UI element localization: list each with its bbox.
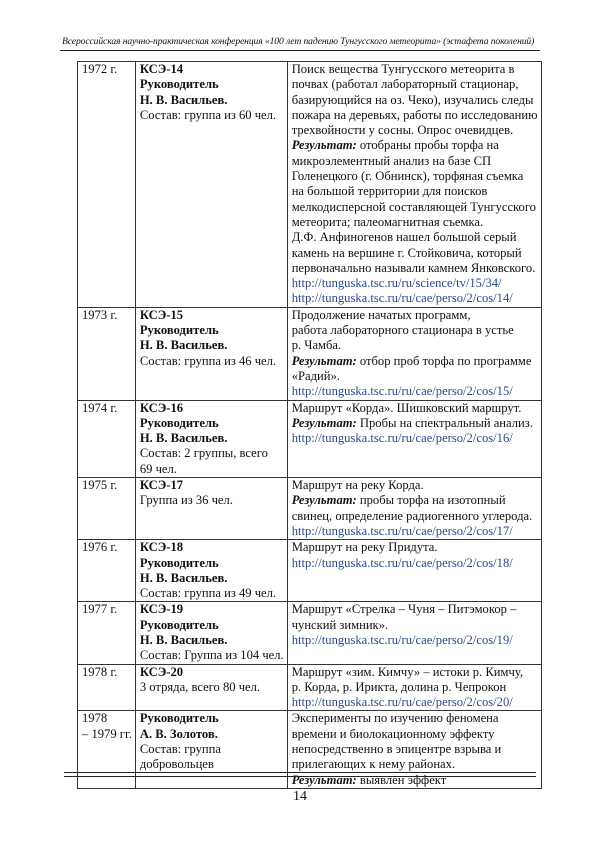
description-text: Маршрут «зим. Кимчу» – истоки р. Кимчу, [291,664,523,679]
expedition-heading: Н. В. Васильев. [139,338,228,353]
footer-divider-secondary [64,776,536,777]
description-cell [287,307,541,400]
description-text: отбор проб торфа по программе [356,353,532,368]
expedition-detail: добровольцев [139,757,214,772]
description-line [292,665,538,680]
description-text: «Радий». [291,368,340,383]
description-line [292,261,538,276]
table-row [78,540,542,602]
description-text: р. Чамба. [291,338,342,353]
reference-link[interactable]: http://tunguska.tsc.ru/ru/cae/perso/2/cos/16/ [291,431,513,446]
year-text: 1974 г. [82,400,118,415]
description-text: свинец, определение радиогенного углерода. [291,508,533,523]
table-row [78,602,542,664]
description-line [292,200,538,215]
expedition-detail: Состав: 2 группы, всего [139,446,268,461]
description-text: Поиск вещества Тунгусского метеорита в [291,62,515,76]
year-cell [78,478,136,540]
result-label: Результат: [291,138,357,153]
year-text: 1973 г. [82,307,118,322]
result-label: Результат: [291,415,357,430]
reference-link[interactable]: http://tunguska.tsc.ru/ru/cae/perso/2/cos/15/ [291,384,513,399]
description-text: отобраны пробы торфа на [356,138,499,153]
description-text: времени и биолокационному эффекту [291,726,495,741]
description-cell [287,664,541,711]
expedition-heading: КСЭ-17 [139,478,184,493]
description-cell [287,478,541,540]
description-text: первоначально называли камнем Янковского. [291,260,536,275]
description-line [292,77,538,92]
description-cell [287,400,541,477]
reference-link[interactable]: http://tunguska.tsc.ru/ru/science/tv/15/34/ [291,276,502,291]
expedition-cell [135,664,287,711]
description-line [292,354,538,369]
expedition-cell [135,602,287,664]
expedition-cell [135,400,287,477]
description-line [292,680,538,695]
description-line [292,138,538,153]
header-divider [60,50,540,51]
expedition-detail: Состав: группа из 46 чел. [139,353,277,368]
description-cell [287,540,541,602]
description-line [292,509,538,524]
table-row [78,307,542,400]
description-text: трехвойности у сосны. Опрос очевидцев. [291,123,514,138]
description-line [292,338,538,353]
expedition-heading: КСЭ-19 [139,602,184,617]
description-text: р. Корда, р. Ирикта, долина р. Чепрокон [291,679,507,694]
expedition-heading: Руководитель [139,415,219,430]
description-line [292,215,538,230]
description-line [292,727,538,742]
description-line [292,602,538,617]
table-row [78,478,542,540]
reference-link[interactable]: http://tunguska.tsc.ru/ru/cae/perso/2/cos/20/ [291,695,513,710]
description-text: базирующийся на оз. Чеко), изучались следы [291,92,534,107]
description-text: выявлен эффект [356,772,447,787]
expeditions-table [77,61,542,789]
description-line [292,493,538,508]
expedition-cell [135,540,287,602]
description-line [292,246,538,261]
year-text: 1972 г. [82,62,118,76]
description-line [292,62,538,77]
year-text: 1977 г. [82,602,118,617]
description-line [292,478,538,493]
year-cell [78,307,136,400]
description-line [292,108,538,123]
expedition-cell [135,307,287,400]
reference-link[interactable]: http://tunguska.tsc.ru/ru/cae/perso/2/cos/19/ [291,632,513,647]
year-text: 1978 [82,711,108,726]
expedition-heading: Н. В. Васильев. [139,92,228,107]
reference-link[interactable]: http://tunguska.tsc.ru/ru/cae/perso/2/cos/18/ [291,555,513,570]
result-label: Результат: [291,772,357,787]
year-text: 1975 г. [82,478,118,493]
expedition-heading: Руководитель [139,77,219,92]
expedition-heading: КСЭ-14 [139,62,184,76]
description-line [292,154,538,169]
expedition-detail: Состав: Группа из 104 чел. [139,648,284,663]
description-text: Д.Ф. Анфиногенов нашел большой серый [291,230,517,245]
running-header: Всероссийская научно-практическая конференция «100 лет падению Тунгусского метеорита» (эстафета поколений) [62,36,535,47]
expedition-cell [135,62,287,308]
year-cell [78,400,136,477]
expedition-detail: Группа из 36 чел. [139,493,233,508]
expedition-heading: Руководитель [139,555,219,570]
description-text: камень на вершине г. Стойковича, который [291,245,522,260]
description-line [292,230,538,245]
description-line [292,711,538,726]
reference-link[interactable]: http://tunguska.tsc.ru/ru/cae/perso/2/cos/14/ [291,291,513,306]
description-text: пробы торфа на изотопный [356,493,506,508]
expedition-heading: Н. В. Васильев. [139,632,228,647]
description-cell [287,602,541,664]
expedition-heading: Н. В. Васильев. [139,431,228,446]
description-line [292,742,538,757]
expedition-heading: КСЭ-18 [139,540,184,555]
result-label: Результат: [291,493,357,508]
year-text: 1978 г. [82,664,118,679]
table-row [78,664,542,711]
description-line [292,416,538,431]
description-line [292,401,538,416]
expedition-detail: Состав: группа [139,742,221,757]
expedition-heading: Н. В. Васильев. [139,570,228,585]
description-text: непосредственно в эпицентре взрыва и [291,742,502,757]
page-number: 14 [293,789,307,804]
table-row [78,400,542,477]
description-text: прилегающих к нему районах. [291,757,456,772]
description-line [292,93,538,108]
year-cell [78,62,136,308]
expedition-heading: КСЭ-16 [139,400,184,415]
description-line [292,308,538,323]
description-text: Маршрут «Корда». Шишковский маршрут. [291,400,522,415]
description-text: на большой территории для поисков [291,184,488,199]
year-cell [78,602,136,664]
expedition-detail: 69 чел. [139,461,177,476]
description-line [292,323,538,338]
description-line [292,169,538,184]
description-text: Маршрут на реку Корда. [291,478,424,493]
description-text: Маршрут «Стрелка – Чуня – Питэмокор – [291,602,517,617]
description-line [292,123,538,138]
description-text: Пробы на спектральный анализ. [356,415,533,430]
description-text: метеорита; палеомагнитная съемка. [291,214,484,229]
description-line [292,369,538,384]
footer-divider [64,772,536,773]
description-text: почвах (работал лабораторный стационар, [291,77,519,92]
description-line [292,757,538,772]
description-line [292,773,538,788]
reference-link[interactable]: http://tunguska.tsc.ru/ru/cae/perso/2/cos/17/ [291,523,513,538]
description-line [292,618,538,633]
description-text: Маршрут на реку Придута. [291,540,438,555]
description-text: микроэлементный анализ на базе СП [291,153,492,168]
year-cell [78,540,136,602]
expedition-detail: Состав: группа из 49 чел. [139,586,277,601]
expedition-heading: А. В. Золотов. [139,726,218,741]
description-text: чунский зимник». [291,617,389,632]
expedition-detail: 3 отряда, всего 80 чел. [139,679,261,694]
year-text: 1976 г. [82,540,118,555]
year-text: – 1979 гг. [82,726,132,741]
description-cell [287,62,541,308]
expedition-detail: Состав: группа из 60 чел. [139,107,277,122]
description-text: Эксперименты по изучению феномена [291,711,499,726]
description-text: работа лабораторного стационара в устье [291,323,514,338]
expedition-heading: Руководитель [139,323,219,338]
description-line [292,184,538,199]
description-text: Продолжение начатых программ, [291,307,471,322]
expedition-heading: КСЭ-20 [139,664,184,679]
result-label: Результат: [291,353,357,368]
description-text: мелкодисперсной составляющей Тунгусского [291,199,536,214]
description-text: пожара на деревьях, работы по исследованию [291,107,538,122]
table-row [78,62,542,308]
expedition-heading: КСЭ-15 [139,307,184,322]
expedition-heading: Руководитель [139,617,219,632]
description-text: Голенецкого (г. Обнинск), торфяная съемка [291,169,524,184]
expedition-cell [135,478,287,540]
year-cell [78,664,136,711]
expedition-heading: Руководитель [139,711,219,726]
description-line [292,540,538,555]
